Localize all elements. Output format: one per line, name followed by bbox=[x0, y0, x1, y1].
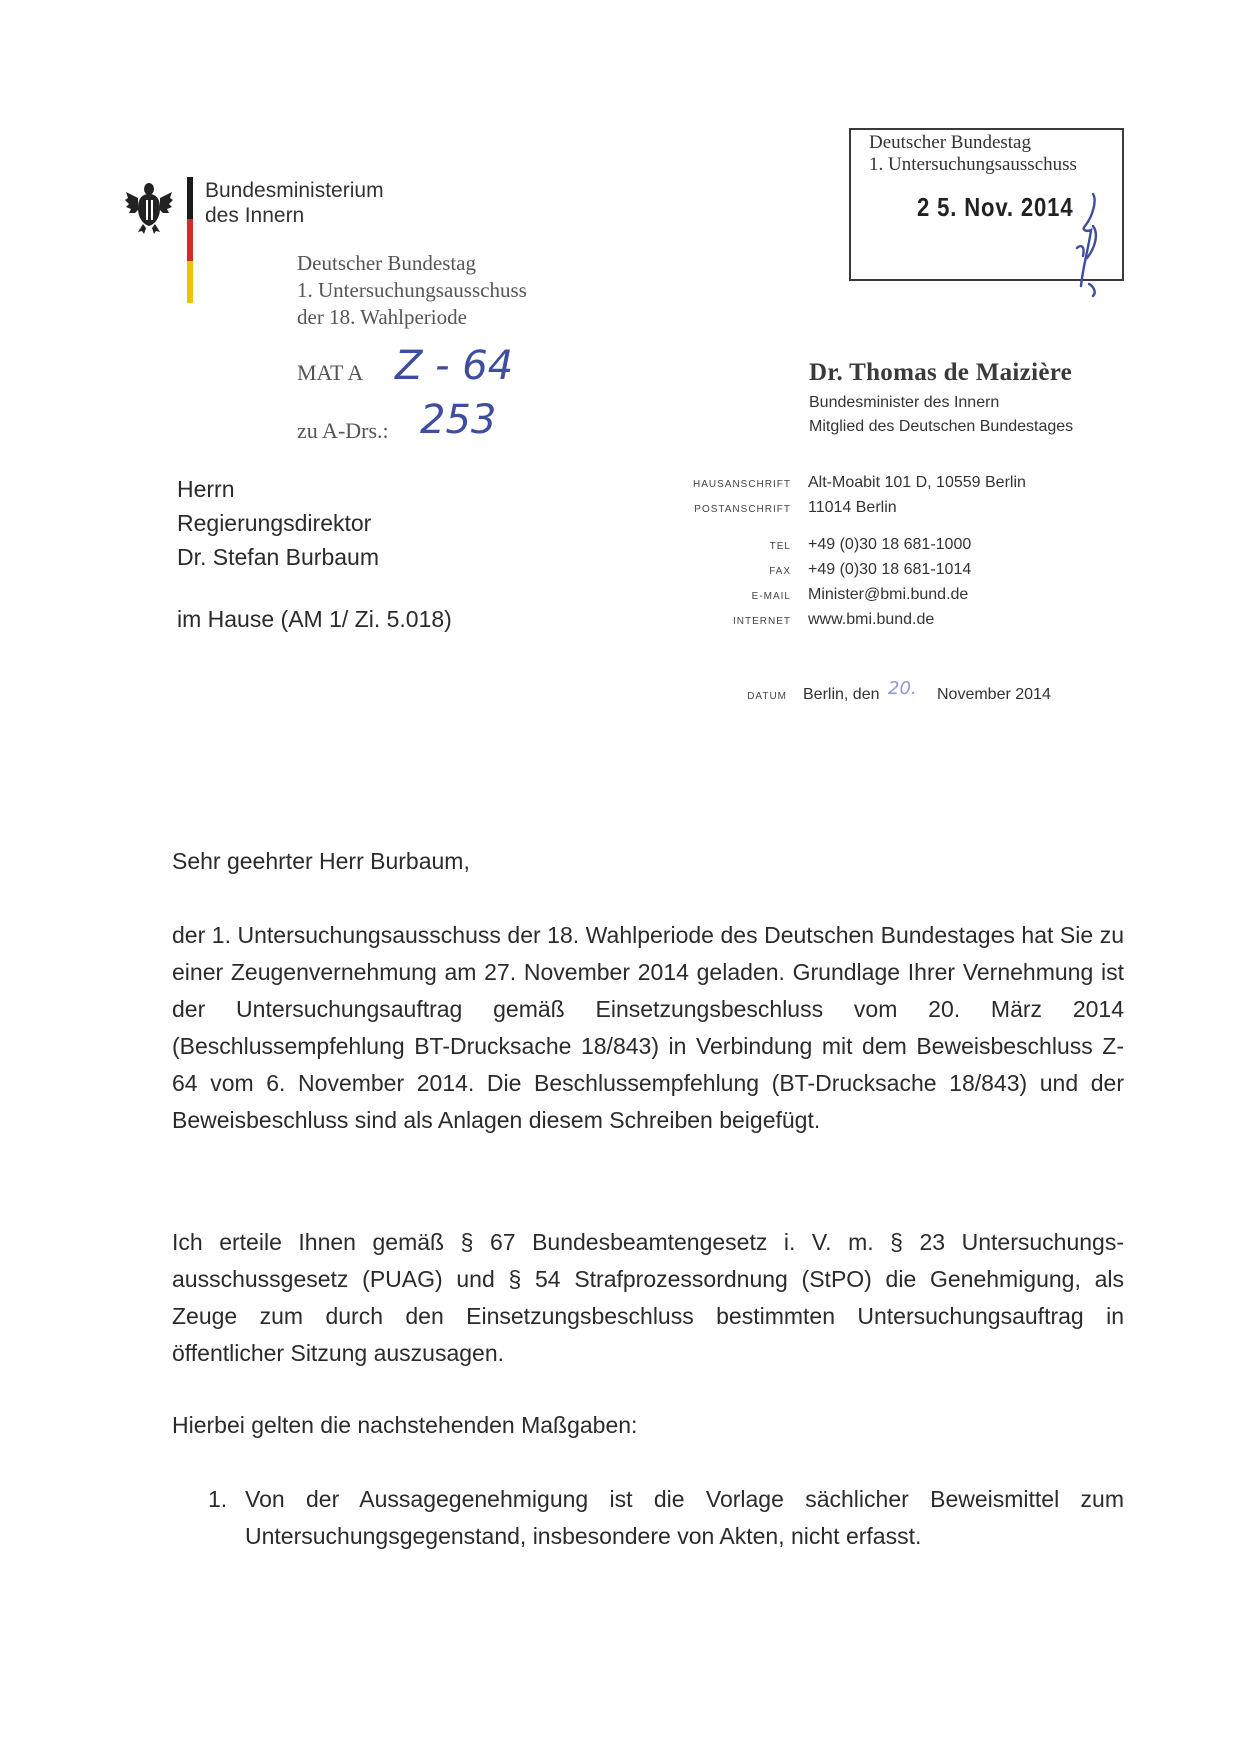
letter-paragraph-3: Hierbei gelten die nachstehenden Maßgaben: bbox=[172, 1412, 638, 1438]
handwritten-initial-signature bbox=[1063, 186, 1107, 298]
ministry-name bbox=[205, 178, 384, 228]
stamp-line-2: 1. Untersuchungsausschuss bbox=[869, 154, 1077, 175]
list-item-1-text: Von der Aussagegenehmigung ist die Vorlage sächlicher Beweismittel zum Untersuchungsgegenstand, insbesondere von Akten, nicht erfasst. bbox=[245, 1486, 1124, 1549]
date-label: DATUM bbox=[747, 691, 787, 702]
contact-value-hausanschrift: Alt-Moabit 101 D, 10559 Berlin bbox=[808, 474, 1026, 491]
recipient-title: Regierungsdirektor bbox=[177, 510, 372, 536]
registration-line-1: Deutscher Bundestag bbox=[297, 251, 477, 275]
contact-label-fax: FAX bbox=[769, 566, 791, 577]
sender-title: Bundesminister des Innern bbox=[809, 394, 1000, 411]
recipient-salutation-line: Herrn bbox=[177, 476, 235, 502]
mat-label: MAT A bbox=[297, 360, 364, 385]
contact-label-postanschrift: POSTANSCHRIFT bbox=[694, 504, 791, 515]
letter-paragraph-2: Ich erteile Ihnen gemäß § 67 Bundesbeamtengesetz i. V. m. § 23 Untersuchungs-ausschussgesetz (PUAG) und § 54 Strafprozessordnung (StPO) die Genehmigung, als Zeuge zum durch den Einsetzungsbeschluss bestimmten Untersuchungsauftrag in öffentlicher Sitzung auszusagen. bbox=[172, 1229, 1124, 1366]
contact-label-tel: TEL bbox=[769, 541, 791, 552]
recipient-name: Dr. Stefan Burbaum bbox=[177, 544, 379, 570]
stamp-institution bbox=[869, 132, 1077, 176]
receipt-stamp bbox=[849, 128, 1124, 281]
contact-value-internet: www.bmi.bund.de bbox=[808, 611, 935, 628]
list-item-1-number: 1. bbox=[208, 1486, 228, 1512]
date-prefix: Berlin, den bbox=[803, 686, 880, 703]
contact-label-email: E-MAIL bbox=[751, 591, 791, 602]
recipient-location: im Hause (AM 1/ Zi. 5.018) bbox=[177, 606, 452, 632]
drs-label: zu A-Drs.: bbox=[297, 418, 389, 443]
contact-value-email: Minister@bmi.bund.de bbox=[808, 586, 969, 603]
contact-label-internet: INTERNET bbox=[733, 616, 791, 627]
contact-value-fax: +49 (0)30 18 681-1014 bbox=[808, 561, 972, 578]
stamp-line-1: Deutscher Bundestag bbox=[869, 132, 1031, 153]
contact-value-postanschrift: 11014 Berlin bbox=[808, 499, 897, 516]
drs-handwritten-value: 253 bbox=[420, 397, 497, 443]
federal-eagle-icon bbox=[124, 178, 174, 234]
ministry-line-1: Bundesministerium bbox=[205, 179, 384, 202]
contact-label-hausanschrift: HAUSANSCHRIFT bbox=[692, 479, 791, 490]
contact-value-tel: +49 (0)30 18 681-1000 bbox=[808, 536, 972, 553]
sender-name: Dr. Thomas de Maizière bbox=[809, 359, 1073, 386]
stamp-date: 2 5. Nov. 2014 bbox=[917, 192, 1074, 222]
flag-stripe-gold bbox=[187, 261, 193, 303]
date-suffix: November 2014 bbox=[937, 686, 1051, 703]
registration-block bbox=[297, 250, 527, 331]
flag-stripe-black bbox=[187, 177, 193, 219]
flag-color-bar bbox=[187, 177, 193, 303]
ministry-line-2: des Innern bbox=[205, 204, 305, 227]
sender-membership: Mitglied des Deutschen Bundestages bbox=[809, 418, 1074, 435]
date-handwritten-day: 20. bbox=[888, 678, 917, 699]
letter-paragraph-1: der 1. Untersuchungsausschuss der 18. Wahlperiode des Deutschen Bundestages hat Sie zu einer Zeugenvernehmung am 27. November 2014 geladen. Grundlage Ihrer Vernehmung ist der Untersuchungsauftrag gemäß Einsetzungsbeschluss vom 20. März 2014 (Beschlussempfehlung BT-Drucksache 18/843) in Verbindung mit dem Beweisbeschluss Z-64 vom 6. November 2014. Die Beschlussempfehlung (BT-Drucksache 18/843) und der Beweisbeschluss sind als Anlagen diesem Schreiben beigefügt. bbox=[172, 922, 1124, 1133]
flag-stripe-red bbox=[187, 219, 193, 261]
letter-salutation: Sehr geehrter Herr Burbaum, bbox=[172, 848, 470, 874]
mat-handwritten-value: Z - 64 bbox=[395, 343, 514, 389]
registration-line-2: 1. Untersuchungsausschuss bbox=[297, 278, 527, 302]
registration-line-3: der 18. Wahlperiode bbox=[297, 305, 467, 329]
